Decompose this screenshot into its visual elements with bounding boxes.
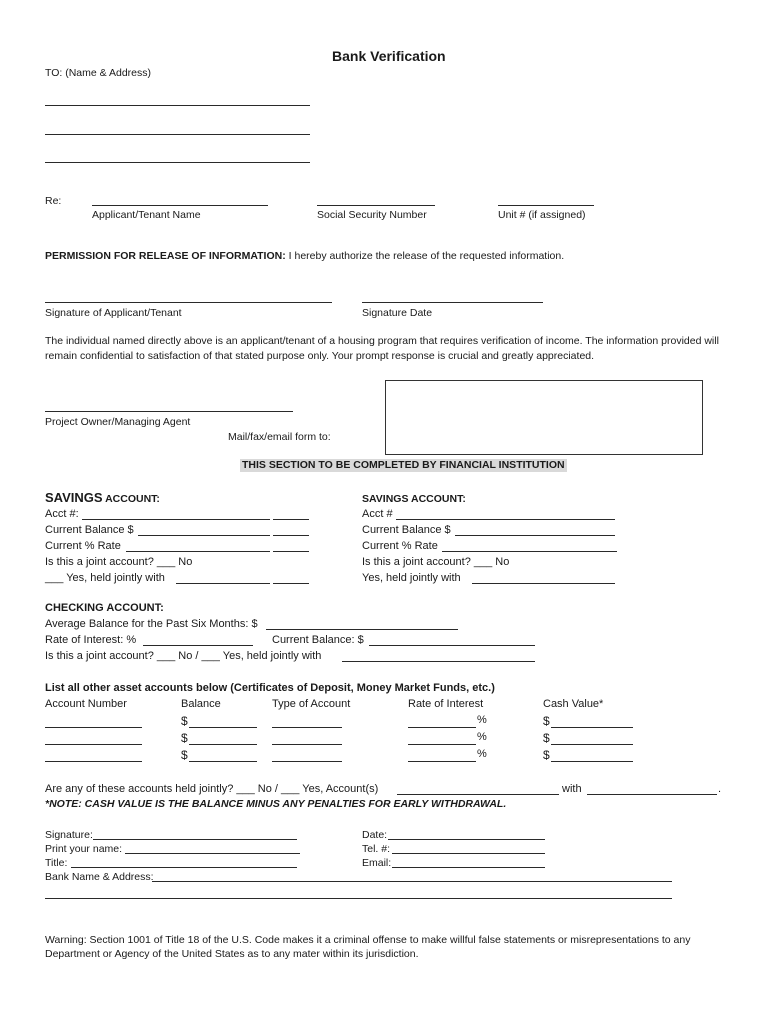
asset-balance-dollar: $	[181, 714, 188, 728]
bank-address-line-2[interactable]	[45, 898, 672, 899]
permission-text: I hereby authorize the release of the requested information.	[288, 250, 565, 262]
to-line-1[interactable]	[45, 105, 310, 106]
asset-balance-line[interactable]	[189, 727, 257, 728]
savings-right-joint-yes: Yes, held jointly with	[362, 572, 461, 584]
to-label: TO: (Name & Address)	[45, 67, 152, 79]
page-title: Bank Verification	[332, 48, 446, 64]
checking-heading: CHECKING ACCOUNT:	[45, 602, 164, 614]
checking-rate-line[interactable]	[143, 645, 253, 646]
section-heading: THIS SECTION TO BE COMPLETED BY FINANCIAL INSTITUTION	[242, 459, 565, 471]
joint-question-label: Are any of these accounts held jointly? ___ No / ___ Yes, Account(s)	[45, 783, 379, 795]
asset-cash-line[interactable]	[551, 761, 633, 762]
warning-line-2: Department or Agency of the United States as to any mater within its jurisdiction.	[45, 948, 419, 960]
asset-rate-percent: %	[477, 748, 487, 760]
savings-left-joint-yes: ___ Yes, held jointly with	[45, 572, 165, 584]
col-type-of-account: Type of Account	[272, 698, 351, 710]
permission-heading: PERMISSION FOR RELEASE OF INFORMATION:	[45, 250, 286, 262]
checking-current-balance-label: Current Balance: $	[272, 634, 364, 646]
unit-label: Unit # (if assigned)	[498, 209, 586, 221]
to-line-3[interactable]	[45, 162, 310, 163]
agent-signature-line[interactable]	[45, 411, 293, 412]
signature-label: Signature:	[45, 829, 93, 841]
joint-with-label: with	[562, 783, 582, 795]
checking-current-balance-line[interactable]	[369, 645, 535, 646]
disclaimer-line-1: The individual named directly above is an applicant/tenant of a housing program that requires verification of income. The information provided will	[45, 335, 719, 347]
asset-type-line[interactable]	[272, 761, 342, 762]
title-line[interactable]	[71, 867, 297, 868]
asset-cash-line[interactable]	[551, 744, 633, 745]
ssn-label: Social Security Number	[317, 209, 427, 221]
savings-right-heading: SAVINGS ACCOUNT:	[362, 493, 466, 505]
tel-line[interactable]	[392, 853, 545, 854]
signature-line[interactable]	[93, 839, 297, 840]
asset-balance-line[interactable]	[189, 761, 257, 762]
other-assets-heading: List all other asset accounts below (Certificates of Deposit, Money Market Funds, etc.)	[45, 682, 495, 694]
tel-label: Tel. #:	[362, 843, 391, 855]
asset-rate-line[interactable]	[408, 727, 476, 728]
asset-balance-line[interactable]	[189, 744, 257, 745]
savings-left-acct-line[interactable]	[82, 519, 270, 520]
bank-address-line-1[interactable]	[152, 881, 672, 882]
savings-right-acct-line[interactable]	[396, 519, 615, 520]
signature-date-line[interactable]	[362, 302, 543, 303]
asset-type-line[interactable]	[272, 727, 342, 728]
asset-account-line[interactable]	[45, 761, 142, 762]
savings-left-heading-big: SAVINGS	[45, 490, 103, 505]
cash-value-note: *NOTE: CASH VALUE IS THE BALANCE MINUS ANY PENALTIES FOR EARLY WITHDRAWAL.	[45, 798, 507, 810]
savings-right-rate-line[interactable]	[442, 551, 617, 552]
savings-left-heading	[45, 490, 160, 506]
agent-label: Project Owner/Managing Agent	[45, 416, 191, 428]
savings-right-joint-question: Is this a joint account? ___ No	[362, 556, 510, 568]
asset-type-line[interactable]	[272, 744, 342, 745]
savings-right-balance-label: Current Balance $	[362, 524, 451, 536]
applicant-name-line[interactable]	[92, 205, 268, 206]
col-account-number: Account Number	[45, 698, 127, 710]
checking-joint-label: Is this a joint account? ___ No / ___ Yes, held jointly with	[45, 650, 322, 662]
savings-left-acct-line-b[interactable]	[273, 519, 309, 520]
mail-address-box[interactable]	[385, 380, 703, 455]
warning-line-1: Warning: Section 1001 of Title 18 of the U.S. Code makes it a criminal offense to make willful false statements or misrepresentations to any	[45, 934, 691, 946]
savings-left-balance-line[interactable]	[138, 535, 270, 536]
print-name-line[interactable]	[125, 853, 300, 854]
checking-rate-label: Rate of Interest: %	[45, 634, 137, 646]
checking-avg-balance-line[interactable]	[266, 629, 458, 630]
joint-accounts-line[interactable]	[397, 794, 559, 795]
checking-joint-line[interactable]	[342, 661, 535, 662]
re-label: Re:	[45, 195, 62, 207]
savings-right-balance-line[interactable]	[455, 535, 615, 536]
email-label: Email:	[362, 857, 392, 869]
savings-right-joint-line[interactable]	[472, 583, 615, 584]
checking-avg-balance-label: Average Balance for the Past Six Months: $	[45, 618, 258, 630]
joint-period: .	[718, 783, 722, 795]
asset-cash-dollar: $	[543, 714, 550, 728]
applicant-name-label: Applicant/Tenant Name	[92, 209, 201, 221]
ssn-line[interactable]	[317, 205, 435, 206]
print-name-label: Print your name:	[45, 843, 123, 855]
email-line[interactable]	[392, 867, 545, 868]
unit-line[interactable]	[498, 205, 594, 206]
signature-date-label: Signature Date	[362, 307, 433, 319]
mail-label: Mail/fax/email form to:	[228, 431, 331, 443]
applicant-signature-label: Signature of Applicant/Tenant	[45, 307, 182, 319]
asset-balance-dollar: $	[181, 748, 188, 762]
savings-left-joint-line-b[interactable]	[273, 583, 309, 584]
savings-left-balance-label: Current Balance $	[45, 524, 134, 536]
savings-left-balance-line-b[interactable]	[273, 535, 309, 536]
asset-account-line[interactable]	[45, 744, 142, 745]
savings-left-joint-line[interactable]	[176, 583, 270, 584]
savings-right-acct-label: Acct #	[362, 508, 393, 520]
savings-left-rate-line-b[interactable]	[273, 551, 309, 552]
asset-rate-line[interactable]	[408, 761, 476, 762]
to-line-2[interactable]	[45, 134, 310, 135]
asset-rate-line[interactable]	[408, 744, 476, 745]
joint-with-line[interactable]	[587, 794, 717, 795]
asset-rate-percent: %	[477, 714, 487, 726]
permission-statement	[45, 250, 564, 263]
asset-balance-dollar: $	[181, 731, 188, 745]
col-cash-value: Cash Value*	[543, 698, 604, 710]
asset-cash-dollar: $	[543, 748, 550, 762]
savings-left-rate-line[interactable]	[126, 551, 270, 552]
col-rate-of-interest: Rate of Interest	[408, 698, 484, 710]
asset-rate-percent: %	[477, 731, 487, 743]
date-line[interactable]	[388, 839, 545, 840]
title-label: Title:	[45, 857, 68, 869]
savings-left-joint-question: Is this a joint account? ___ No	[45, 556, 193, 568]
asset-account-line[interactable]	[45, 727, 142, 728]
date-label: Date:	[362, 829, 388, 841]
bank-address-label: Bank Name & Address:	[45, 871, 154, 883]
disclaimer-line-2: remain confidential to satisfaction of that stated purpose only. Your prompt response is crucial and greatly appreciated.	[45, 350, 595, 362]
applicant-signature-line[interactable]	[45, 302, 332, 303]
col-balance: Balance	[181, 698, 221, 710]
savings-left-rate-label: Current % Rate	[45, 540, 121, 552]
asset-cash-dollar: $	[543, 731, 550, 745]
asset-cash-line[interactable]	[551, 727, 633, 728]
savings-right-rate-label: Current % Rate	[362, 540, 438, 552]
savings-left-heading-small: ACCOUNT:	[102, 493, 160, 505]
savings-left-acct-label: Acct #:	[45, 508, 79, 520]
